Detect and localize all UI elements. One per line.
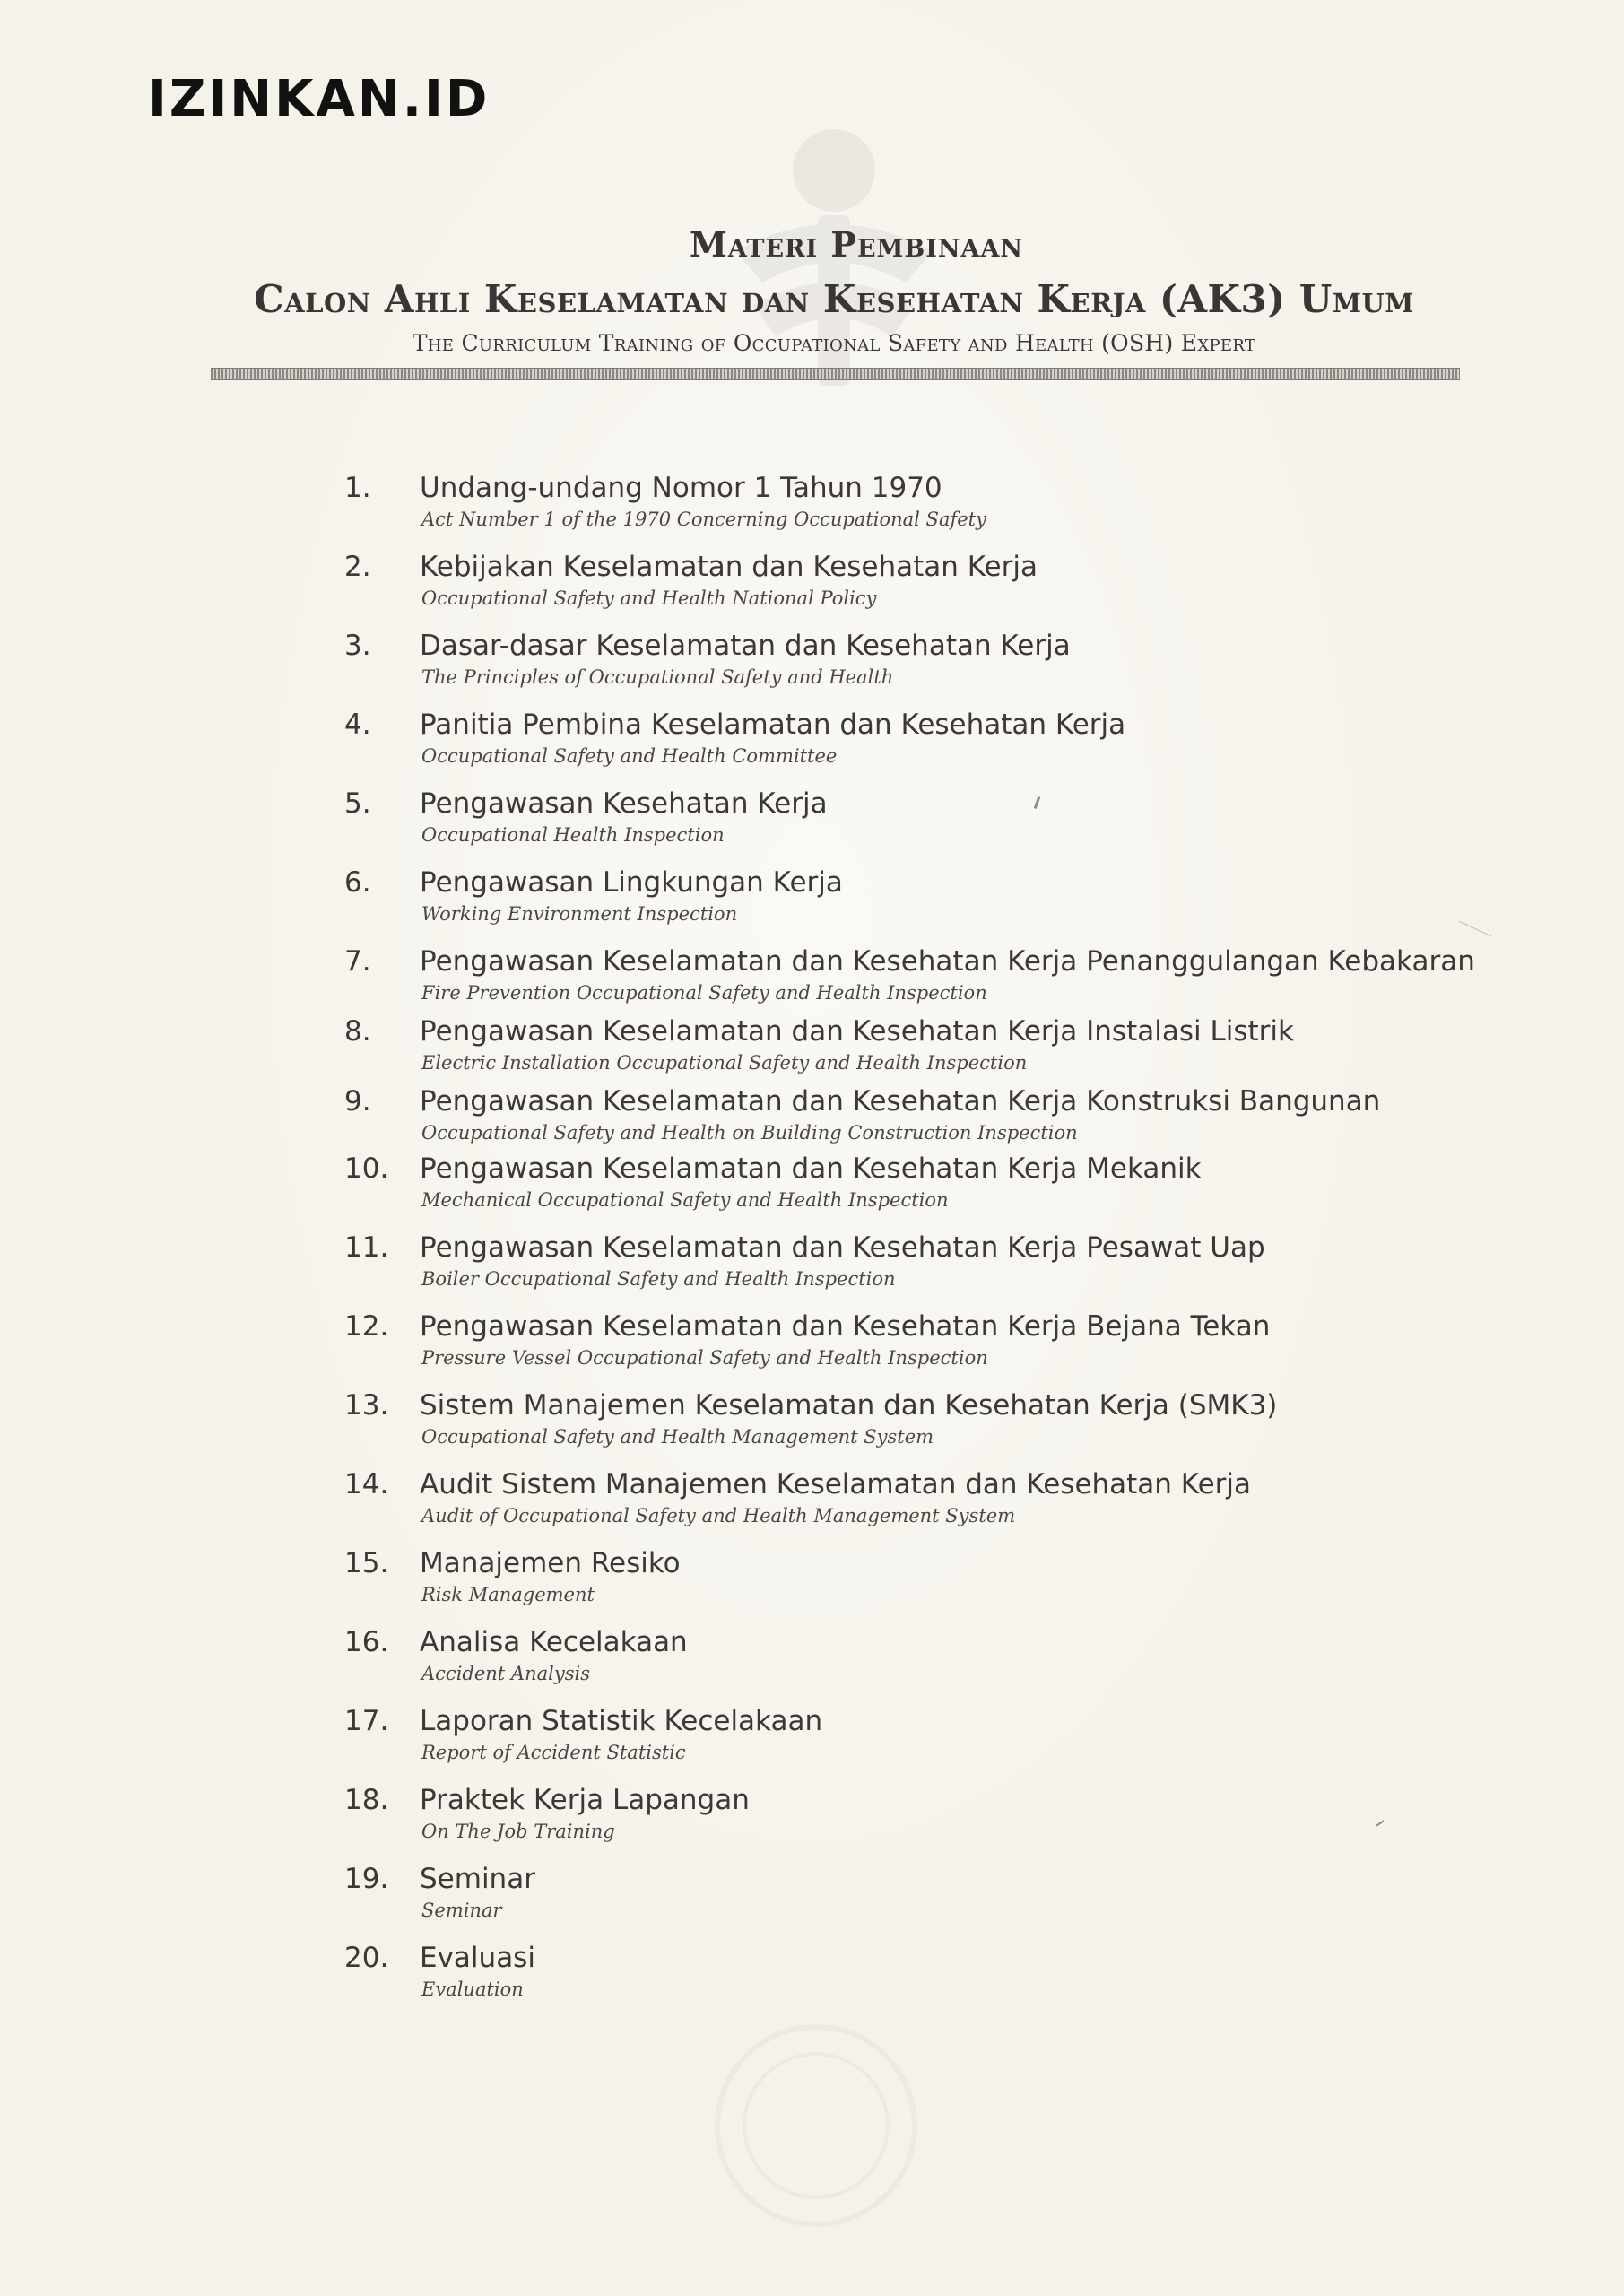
- item-subtitle: On The Job Training: [421, 1821, 615, 1842]
- item-subtitle: Mechanical Occupational Safety and Health Inspection: [421, 1189, 949, 1211]
- item-subtitle: Occupational Health Inspection: [421, 824, 725, 846]
- item-title: Sistem Manajemen Keselamatan dan Kesehatan Kerja (SMK3): [420, 1389, 1278, 1422]
- item-number: 9.: [344, 1085, 371, 1118]
- item-title: Panitia Pembina Keselamatan dan Kesehatan Kerja: [420, 709, 1126, 741]
- item-subtitle: The Principles of Occupational Safety and Health: [421, 666, 894, 688]
- item-subtitle: Seminar: [421, 1900, 502, 1921]
- item-number: 13.: [344, 1389, 389, 1422]
- item-subtitle: Act Number 1 of the 1970 Concerning Occupational Safety: [421, 509, 986, 530]
- item-title: Pengawasan Keselamatan dan Kesehatan Kerja Mekanik: [420, 1152, 1202, 1185]
- item-number: 6.: [344, 866, 371, 899]
- item-title: Seminar: [420, 1863, 535, 1895]
- document-main-title: Calon Ahli Keselamatan dan Kesehatan Kerja (AK3) Umum: [254, 277, 1414, 321]
- item-title: Pengawasan Keselamatan dan Kesehatan Kerja Penanggulangan Kebakaran: [420, 945, 1475, 978]
- item-title: Pengawasan Keselamatan dan Kesehatan Kerja Bejana Tekan: [420, 1310, 1271, 1343]
- item-title: Pengawasan Keselamatan dan Kesehatan Kerja Instalasi Listrik: [420, 1015, 1294, 1048]
- document-subtitle: The Curriculum Training of Occupational Safety and Health (OSH) Expert: [412, 330, 1256, 356]
- item-number: 11.: [344, 1231, 389, 1264]
- item-title: Undang-undang Nomor 1 Tahun 1970: [420, 472, 942, 504]
- item-number: 4.: [344, 709, 371, 741]
- item-subtitle: Occupational Safety and Health Committee: [421, 745, 838, 767]
- item-subtitle: Pressure Vessel Occupational Safety and Health Inspection: [421, 1347, 988, 1369]
- item-subtitle: Boiler Occupational Safety and Health Inspection: [421, 1268, 896, 1290]
- item-number: 18.: [344, 1784, 389, 1816]
- item-title: Laporan Statistik Kecelakaan: [420, 1705, 823, 1737]
- item-number: 15.: [344, 1547, 389, 1579]
- item-subtitle: Working Environment Inspection: [421, 903, 738, 925]
- item-number: 2.: [344, 551, 371, 583]
- item-subtitle: Report of Accident Statistic: [421, 1742, 686, 1763]
- item-subtitle: Occupational Safety and Health on Building Construction Inspection: [421, 1122, 1078, 1144]
- item-title: Pengawasan Keselamatan dan Kesehatan Kerja Pesawat Uap: [420, 1231, 1265, 1264]
- item-subtitle: Audit of Occupational Safety and Health Management System: [421, 1505, 1016, 1526]
- item-number: 7.: [344, 945, 371, 978]
- item-title: Manajemen Resiko: [420, 1547, 681, 1579]
- item-title: Pengawasan Keselamatan dan Kesehatan Kerja Konstruksi Bangunan: [420, 1085, 1381, 1118]
- item-subtitle: Occupational Safety and Health Management System: [421, 1426, 934, 1448]
- item-title: Evaluasi: [420, 1942, 535, 1974]
- item-title: Analisa Kecelakaan: [420, 1626, 688, 1658]
- item-title: Praktek Kerja Lapangan: [420, 1784, 750, 1816]
- item-subtitle: Occupational Safety and Health National Policy: [421, 587, 877, 609]
- item-subtitle: Evaluation: [421, 1979, 524, 2000]
- item-subtitle: Accident Analysis: [421, 1663, 590, 1684]
- item-number: 1.: [344, 472, 371, 504]
- item-number: 8.: [344, 1015, 371, 1048]
- item-number: 14.: [344, 1468, 389, 1500]
- item-number: 12.: [344, 1310, 389, 1343]
- item-title: Dasar-dasar Keselamatan dan Kesehatan Kerja: [420, 630, 1071, 662]
- item-title: Audit Sistem Manajemen Keselamatan dan Kesehatan Kerja: [420, 1468, 1252, 1500]
- item-subtitle: Fire Prevention Occupational Safety and Health Inspection: [421, 982, 987, 1004]
- item-number: 20.: [344, 1942, 389, 1974]
- item-title: Pengawasan Kesehatan Kerja: [420, 787, 828, 820]
- item-subtitle: Risk Management: [421, 1584, 595, 1605]
- item-subtitle: Electric Installation Occupational Safety and Health Inspection: [421, 1052, 1028, 1074]
- brand-logo-text: IZINKAN.ID: [148, 70, 491, 128]
- item-number: 5.: [344, 787, 371, 820]
- item-number: 10.: [344, 1152, 389, 1185]
- item-number: 17.: [344, 1705, 389, 1737]
- item-number: 19.: [344, 1863, 389, 1895]
- document-title: Materi Pembinaan: [689, 224, 1024, 265]
- item-number: 16.: [344, 1626, 389, 1658]
- item-title: Pengawasan Lingkungan Kerja: [420, 866, 843, 899]
- item-title: Kebijakan Keselamatan dan Kesehatan Kerja: [420, 551, 1038, 583]
- item-number: 3.: [344, 630, 371, 662]
